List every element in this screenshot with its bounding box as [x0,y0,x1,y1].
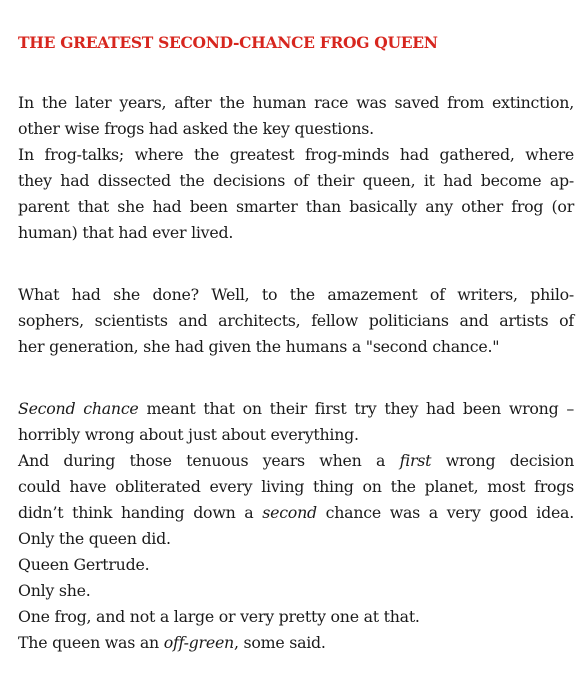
paragraph-3-line-4: could have obliterated every living thing on the planet, most frogs [18,477,574,496]
paragraph-2-line-3: her generation, she had given the humans a "second chance." [18,337,500,356]
paragraph-1-line-2: other wise frogs had asked the key questions. [18,119,374,138]
paragraph-3-line-5 [18,502,574,524]
paragraph-1-line-3: In frog-talks; where the greatest frog-minds had gathered, where [18,145,574,164]
paragraph-3-line-8: Only she. [18,581,91,600]
paragraph-1-line-1: In the later years, after the human race was saved from extinction, [18,93,574,112]
paragraph-3-line-1-text: meant that on their first try they had been wrong – [138,399,574,418]
paragraph-3-line-9: One frog, and not a large or very pretty one at that. [18,607,420,626]
paragraph-3-line-5-b: chance was a very good idea. [316,503,574,522]
paragraph-1-line-4: they had dissected the decisions of their queen, it had become ap- [18,171,574,190]
paragraph-3-line-5-a: didn’t think handing down a [18,503,263,522]
paragraph-3-line-3-b: wrong decision [431,451,574,470]
paragraph-3-line-10 [18,632,326,654]
paragraph-3-line-10-b: , some said. [233,633,326,652]
emphasis-second: second [262,503,317,522]
paragraph-2-line-1: What had she done? Well, to the amazement of writers, philo- [18,285,574,304]
emphasis-second-chance: Second chance [18,399,139,418]
paragraph-3-line-2: horribly wrong about just about everything. [18,425,359,444]
paragraph-3-line-10-a: The queen was an [18,633,164,652]
paragraph-3-line-3 [18,450,574,472]
paragraph-3-line-7: Queen Gertrude. [18,555,150,574]
paragraph-2-line-2: sophers, scientists and architects, fellow politicians and artists of [18,311,574,330]
paragraph-1-line-6: human) that had ever lived. [18,223,234,242]
paragraph-3-line-1 [18,398,574,420]
chapter-title: THE GREATEST SECOND-CHANCE FROG QUEEN [18,33,438,52]
emphasis-off-green: off-green [163,633,234,652]
paragraph-1-line-5: parent that she had been smarter than basically any other frog (or [18,197,574,216]
paragraph-3-line-3-a: And during those tenuous years when a [18,451,400,470]
paragraph-3-line-6: Only the queen did. [18,529,171,548]
emphasis-first: first [399,451,432,470]
